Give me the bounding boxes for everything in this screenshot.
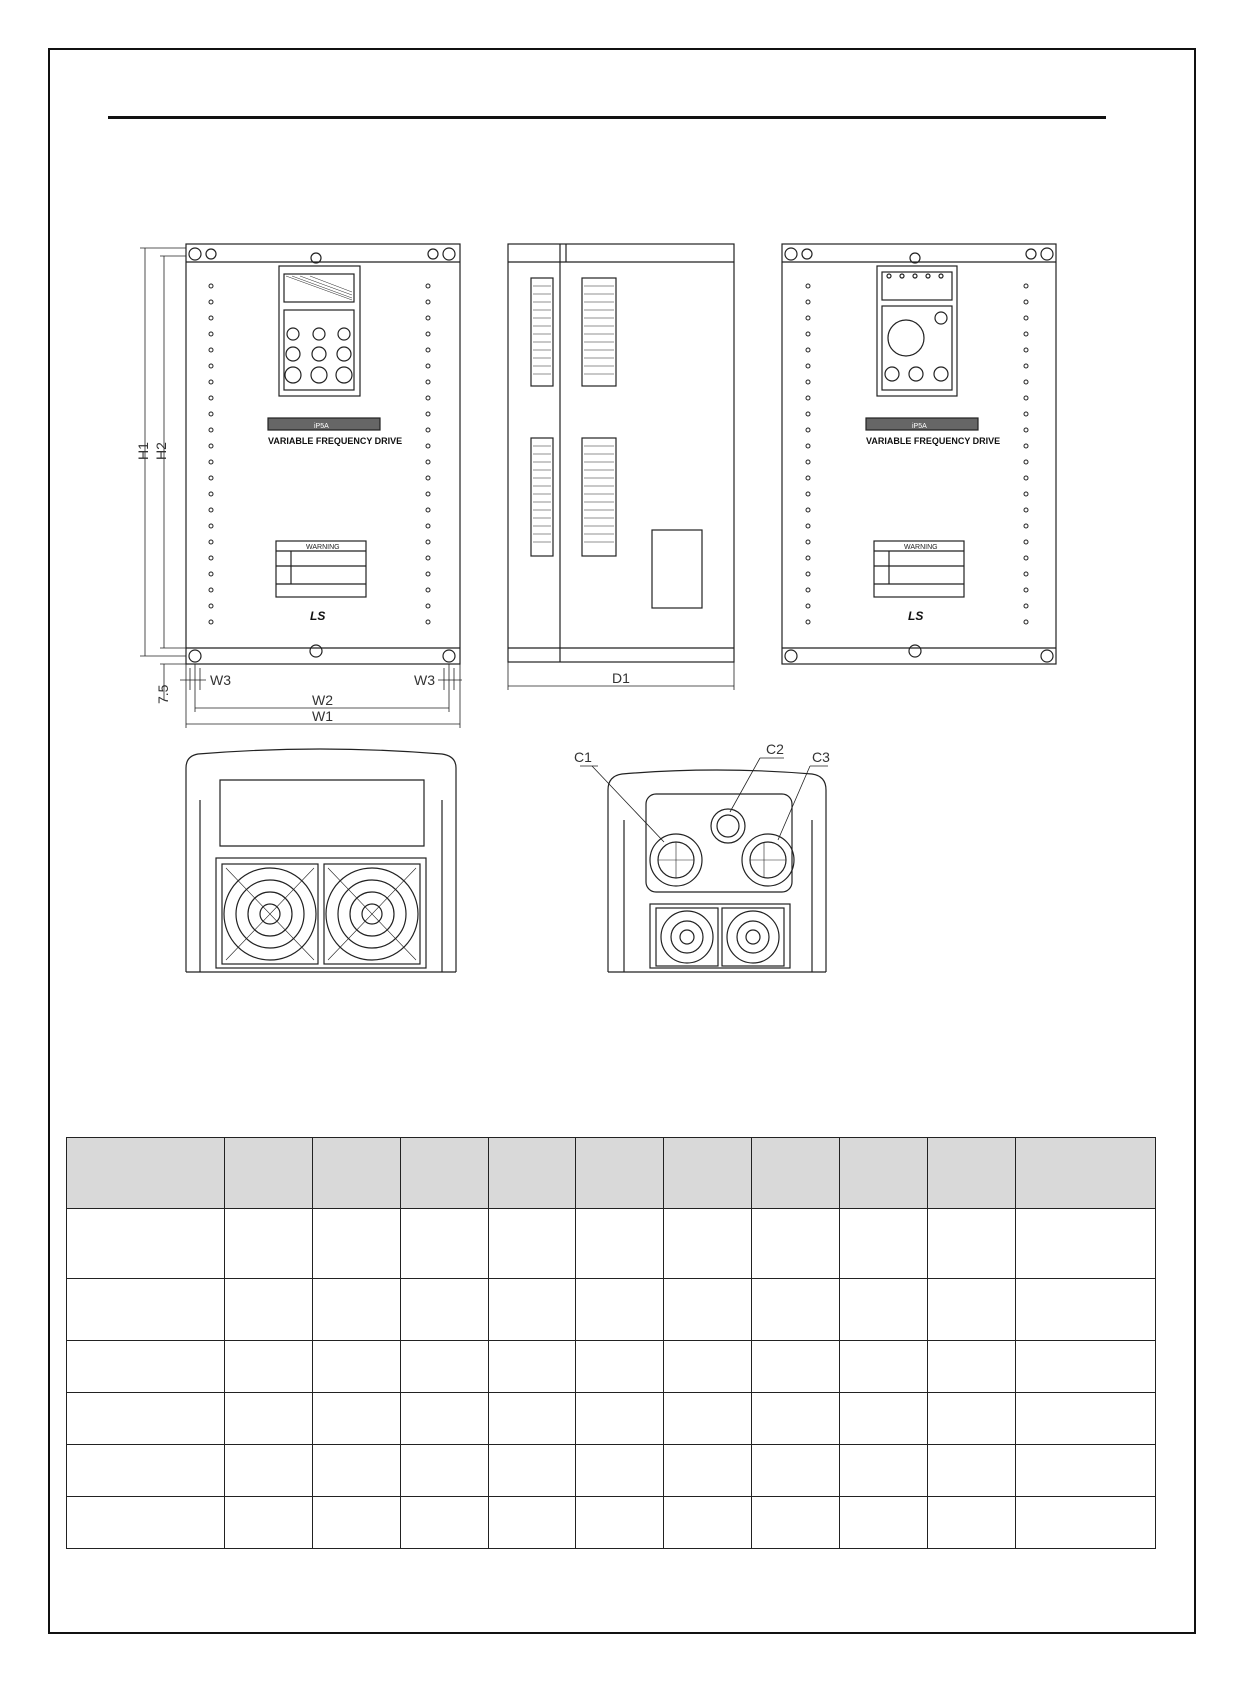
table-row	[67, 1445, 1156, 1497]
label-h2: H2	[153, 442, 169, 460]
label-c1: C1	[574, 749, 592, 765]
brand-band-text-left: iP5A	[314, 423, 329, 430]
bottom-view-fans	[186, 749, 456, 972]
label-c2: C2	[766, 741, 784, 757]
table-row	[67, 1279, 1156, 1341]
header-cell	[840, 1138, 928, 1209]
logo-right: LS	[908, 609, 924, 623]
header-cell	[664, 1138, 752, 1209]
brand-band-text-right: iP5A	[912, 423, 927, 430]
table-header-row	[67, 1138, 1156, 1209]
label-w3-left: W3	[210, 672, 231, 688]
product-name-right: VARIABLE FREQUENCY DRIVE	[866, 436, 1001, 446]
label-c3: C3	[812, 749, 830, 765]
table-row	[67, 1341, 1156, 1393]
side-view	[508, 244, 734, 690]
header-cell	[224, 1138, 312, 1209]
front-view-alt	[782, 244, 1056, 664]
product-name-left: VARIABLE FREQUENCY DRIVE	[268, 436, 403, 446]
front-view	[140, 244, 462, 728]
label-h1: H1	[135, 442, 151, 460]
header-cell	[488, 1138, 576, 1209]
header-cell	[752, 1138, 840, 1209]
table-row	[67, 1393, 1156, 1445]
header-cell	[67, 1138, 225, 1209]
label-w2: W2	[312, 692, 333, 708]
warning-title-left: WARNING	[306, 544, 340, 551]
header-cell	[928, 1138, 1016, 1209]
header-cell	[576, 1138, 664, 1209]
header-cell	[400, 1138, 488, 1209]
header-cell	[1016, 1138, 1156, 1209]
header-cell	[312, 1138, 400, 1209]
table-row	[67, 1497, 1156, 1549]
logo-left: LS	[310, 609, 326, 623]
warning-title-right: WARNING	[904, 544, 938, 551]
table-row	[67, 1209, 1156, 1279]
bottom-view-conduits	[580, 758, 828, 972]
dimension-table	[66, 1137, 1156, 1549]
label-w3-right: W3	[414, 672, 435, 688]
label-offset: 7.5	[155, 684, 171, 704]
label-w1: W1	[312, 708, 333, 724]
label-d1: D1	[612, 670, 630, 686]
